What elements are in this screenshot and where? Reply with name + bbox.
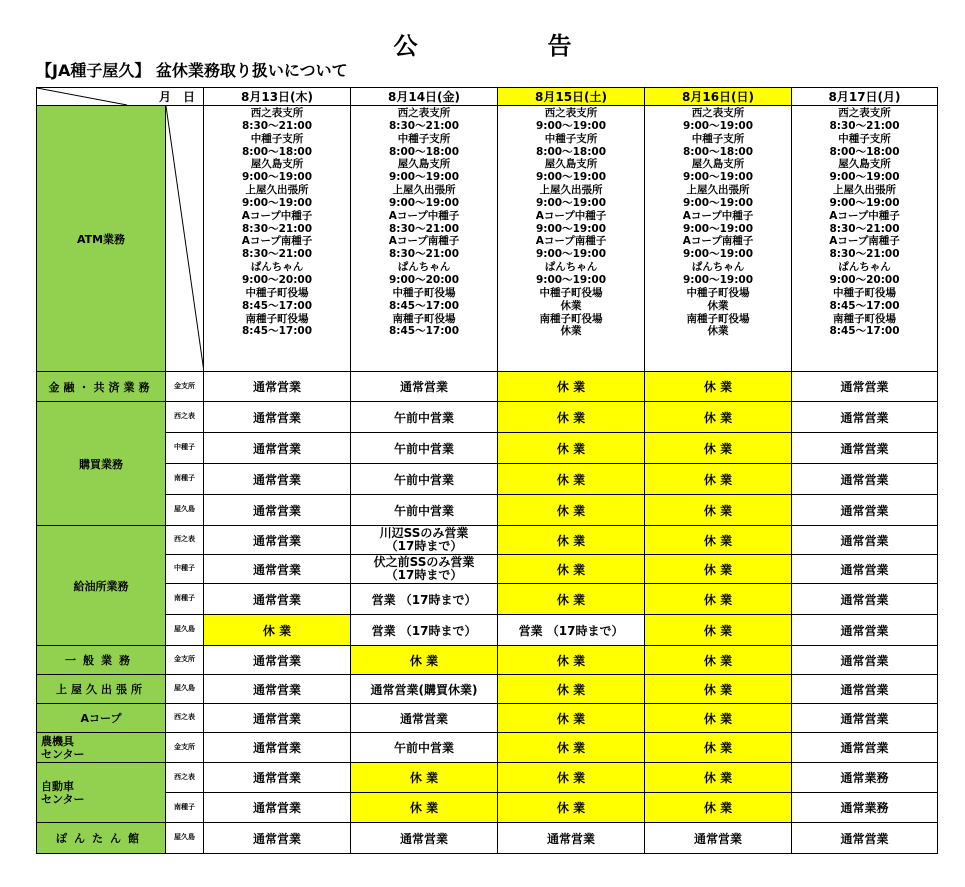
atm-line: Aコープ南種子	[535, 235, 607, 248]
atm-col	[792, 106, 938, 372]
atm-line: Aコープ中種子	[682, 209, 754, 222]
purchase-cell: 通常営業	[204, 433, 351, 464]
ponchan-cell: 通常営業	[498, 823, 645, 854]
fuel-row	[37, 584, 938, 615]
atm-line: 8:30～21:00	[241, 119, 313, 132]
atm-line: ぱんちゃん	[397, 261, 451, 274]
header-row	[37, 88, 938, 106]
atm-line: 9:00～19:00	[682, 171, 754, 184]
general-row	[37, 646, 938, 675]
atm-line: 8:45～17:00	[829, 325, 900, 338]
fuel-cell-line1: 伏之前SSのみ営業	[373, 555, 475, 569]
auto-cell: 休 業	[498, 793, 645, 823]
atm-line: 中種子町役場	[245, 286, 309, 299]
corner-cell	[37, 88, 204, 106]
fuel-cell: 通常営業	[204, 555, 351, 584]
finance-sub: 金支所	[166, 372, 204, 402]
atm-line: 中種子支所	[397, 132, 451, 145]
atm-line: 9:00～20:00	[241, 273, 313, 286]
atm-row	[37, 106, 938, 372]
atm-line: 8:30～21:00	[829, 222, 900, 235]
auto-row	[37, 763, 938, 793]
schedule-table	[36, 87, 938, 854]
purchase-cell: 午前中営業	[351, 402, 498, 433]
notice-heading	[0, 26, 965, 61]
fuel-cell-line2: （17時まで）	[385, 568, 463, 582]
atm-line: 上屋久出張所	[245, 184, 309, 197]
fuel-cell: 営業 （17時まで）	[498, 615, 645, 646]
atm-line: 休業	[560, 325, 582, 338]
atm-line: Aコープ中種子	[535, 209, 607, 222]
atm-line: 9:00～19:00	[682, 248, 754, 261]
atm-line: 屋久島支所	[544, 158, 598, 171]
atm-line: 9:00～19:00	[535, 171, 607, 184]
fuel-label: 給油所業務	[37, 526, 166, 646]
atm-line: 上屋久出張所	[833, 184, 897, 197]
atm-line: 西之表支所	[838, 107, 891, 119]
ponchan-cell: 通常営業	[645, 823, 792, 854]
atm-col	[498, 106, 645, 372]
general-cell: 通常営業	[792, 646, 938, 675]
atm-line: 9:00～19:00	[535, 273, 607, 286]
atm-line: 中種子町役場	[392, 286, 456, 299]
atm-line: 上屋久出張所	[686, 184, 750, 197]
machinery-cell: 休 業	[645, 733, 792, 763]
atm-col	[645, 106, 792, 372]
atm-line: Aコープ南種子	[388, 235, 460, 248]
fuel-cell: 休 業	[498, 584, 645, 615]
purchase-row	[37, 402, 938, 433]
atm-line: 8:00～18:00	[535, 145, 607, 158]
purchase-cell: 休 業	[498, 464, 645, 495]
atm-line: 西之表支所	[691, 107, 745, 119]
atm-line: 中種子支所	[691, 132, 745, 145]
atm-line: 9:00～19:00	[535, 248, 607, 261]
atm-line: 屋久島支所	[691, 158, 745, 171]
fuel-row	[37, 615, 938, 646]
machinery-cell: 休 業	[498, 733, 645, 763]
auto-cell: 休 業	[351, 763, 498, 793]
atm-line: 休業	[707, 299, 729, 312]
fuel-row	[37, 555, 938, 584]
fuel-row	[37, 526, 938, 555]
atm-line: 西之表支所	[250, 107, 304, 119]
purchase-cell: 通常営業	[204, 464, 351, 495]
kamiyaku-row	[37, 675, 938, 704]
purchase-cell: 休 業	[498, 402, 645, 433]
atm-line: 9:00～19:00	[388, 171, 460, 184]
atm-line: 南種子町役場	[539, 312, 603, 325]
auto-cell: 休 業	[645, 763, 792, 793]
atm-line: 8:30～21:00	[829, 119, 900, 132]
fuel-sub: 南種子	[166, 584, 204, 615]
fuel-cell: 通常営業	[792, 555, 938, 584]
kamiyaku-cell: 通常営業	[792, 675, 938, 704]
purchase-cell: 通常営業	[792, 402, 938, 433]
purchase-label: 購買業務	[37, 402, 166, 526]
machinery-row	[37, 733, 938, 763]
fuel-cell: 通常営業	[204, 526, 351, 555]
atm-line: 西之表支所	[544, 107, 598, 119]
machinery-label-lines	[37, 735, 165, 761]
atm-line: 南種子町役場	[833, 312, 897, 325]
purchase-sub: 西之表	[166, 402, 204, 433]
acoop-cell: 休 業	[498, 704, 645, 733]
general-label: 一般業務	[37, 646, 166, 675]
general-cell: 休 業	[498, 646, 645, 675]
atm-line: 8:00～18:00	[682, 145, 754, 158]
atm-line: 南種子町役場	[686, 312, 750, 325]
kamiyaku-cell: 通常営業(購買休業)	[351, 675, 498, 704]
atm-line: 8:45～17:00	[829, 299, 900, 312]
purchase-row	[37, 433, 938, 464]
general-cell: 通常営業	[204, 646, 351, 675]
auto-label-line2: センター	[41, 792, 85, 806]
atm-line: 屋久島支所	[397, 158, 451, 171]
finance-cell: 通常営業	[351, 372, 498, 402]
atm-line: 9:00～19:00	[241, 171, 313, 184]
atm-col	[351, 106, 498, 372]
fuel-cell: 休 業	[204, 615, 351, 646]
finance-row	[37, 372, 938, 402]
fuel-cell: 通常営業	[792, 584, 938, 615]
auto-cell: 通常業務	[792, 763, 938, 793]
atm-line: 屋久島支所	[838, 158, 891, 171]
machinery-cell: 通常営業	[792, 733, 938, 763]
fuel-sub: 中種子	[166, 555, 204, 584]
kamiyaku-label: 上屋久出張所	[37, 675, 166, 704]
fuel-cell: 通常営業	[792, 615, 938, 646]
ponchan-label: ぽんたん館	[37, 823, 166, 854]
purchase-sub: 中種子	[166, 433, 204, 464]
fuel-cell-two-line	[351, 555, 498, 584]
fuel-cell: 通常営業	[204, 584, 351, 615]
heading-char-1: 公	[393, 32, 418, 60]
purchase-cell: 通常営業	[204, 495, 351, 526]
purchase-sub: 南種子	[166, 464, 204, 495]
atm-line: 8:00～18:00	[241, 145, 313, 158]
atm-line: 9:00～19:00	[829, 196, 900, 209]
purchase-cell: 午前中営業	[351, 495, 498, 526]
acoop-cell: 通常営業	[792, 704, 938, 733]
purchase-cell: 休 業	[645, 464, 792, 495]
date-header: 8月13日(木)	[204, 88, 351, 106]
machinery-label-line1: 農機具	[41, 734, 74, 748]
atm-line: 8:30～21:00	[388, 248, 460, 261]
date-header: 8月14日(金)	[351, 88, 498, 106]
atm-line: 西之表支所	[397, 107, 451, 119]
acoop-row	[37, 704, 938, 733]
acoop-cell: 通常営業	[204, 704, 351, 733]
purchase-cell: 午前中営業	[351, 433, 498, 464]
finance-cell: 休 業	[645, 372, 792, 402]
atm-line: 上屋久出張所	[539, 184, 603, 197]
atm-line: 8:45～17:00	[241, 299, 313, 312]
atm-line: 8:00～18:00	[829, 145, 900, 158]
atm-line: 中種子支所	[838, 132, 891, 145]
auto-cell: 休 業	[351, 793, 498, 823]
fuel-cell: 営業 （17時まで）	[351, 615, 498, 646]
atm-line: 中種子町役場	[833, 286, 897, 299]
machinery-label-line2: センター	[41, 747, 85, 761]
fuel-cell: 休 業	[498, 526, 645, 555]
ponchan-row	[37, 823, 938, 854]
atm-col	[204, 106, 351, 372]
finance-cell: 休 業	[498, 372, 645, 402]
atm-line: 休業	[560, 299, 582, 312]
ponchan-cell: 通常営業	[351, 823, 498, 854]
purchase-cell: 休 業	[645, 402, 792, 433]
purchase-sub: 屋久島	[166, 495, 204, 526]
finance-cell: 通常営業	[792, 372, 938, 402]
atm-line: Aコープ南種子	[682, 235, 754, 248]
atm-line: 9:00～19:00	[682, 222, 754, 235]
atm-line: 8:45～17:00	[388, 299, 460, 312]
atm-line: Aコープ中種子	[388, 209, 460, 222]
atm-line: 9:00～19:00	[535, 222, 607, 235]
atm-line: Aコープ中種子	[829, 209, 900, 222]
purchase-cell: 通常営業	[204, 402, 351, 433]
atm-sub-diagonal	[166, 106, 204, 372]
acoop-label: Aコープ	[37, 704, 166, 733]
purchase-cell: 午前中営業	[351, 464, 498, 495]
auto-cell: 休 業	[498, 763, 645, 793]
auto-sub: 南種子	[166, 793, 204, 823]
atm-line: 9:00～19:00	[682, 196, 754, 209]
atm-line: 8:30～21:00	[241, 222, 313, 235]
ponchan-sub: 屋久島	[166, 823, 204, 854]
machinery-sub: 金支所	[166, 733, 204, 763]
atm-line: 9:00～20:00	[388, 273, 460, 286]
date-header: 8月15日(土)	[498, 88, 645, 106]
atm-line: ぱんちゃん	[691, 261, 745, 274]
corner-label: 月 日	[159, 90, 196, 104]
atm-line: ぱんちゃん	[544, 261, 598, 274]
atm-line: 9:00～19:00	[388, 196, 460, 209]
general-cell: 休 業	[645, 646, 792, 675]
purchase-cell: 通常営業	[792, 464, 938, 495]
auto-cell: 通常業務	[792, 793, 938, 823]
heading-char-2: 告	[547, 32, 572, 60]
fuel-sub: 西之表	[166, 526, 204, 555]
fuel-cell: 休 業	[645, 555, 792, 584]
fuel-cell-line1: 川辺SSのみ営業	[379, 526, 469, 540]
atm-line: 屋久島支所	[250, 158, 304, 171]
auto-cell: 通常営業	[204, 793, 351, 823]
atm-line: 中種子町役場	[539, 286, 603, 299]
fuel-sub: 屋久島	[166, 615, 204, 646]
auto-label-lines	[37, 780, 165, 806]
auto-label-line1: 自動車	[41, 779, 74, 793]
atm-diagonal	[166, 106, 204, 372]
atm-line: 南種子町役場	[392, 312, 456, 325]
purchase-cell: 休 業	[645, 433, 792, 464]
purchase-cell: 休 業	[498, 433, 645, 464]
auto-cell: 通常営業	[204, 763, 351, 793]
purchase-cell: 休 業	[645, 495, 792, 526]
ponchan-cell: 通常営業	[792, 823, 938, 854]
machinery-cell: 午前中営業	[351, 733, 498, 763]
atm-line: ぱんちゃん	[250, 261, 304, 274]
fuel-cell: 休 業	[645, 584, 792, 615]
date-header: 8月17日(月)	[792, 88, 938, 106]
atm-line: 南種子町役場	[245, 312, 309, 325]
kamiyaku-cell: 休 業	[645, 675, 792, 704]
atm-line: 8:30～21:00	[241, 248, 313, 261]
auto-label	[37, 763, 166, 823]
fuel-cell: 休 業	[645, 615, 792, 646]
kamiyaku-cell: 通常営業	[204, 675, 351, 704]
purchase-cell: 通常営業	[792, 495, 938, 526]
atm-line: 9:00～20:00	[829, 273, 900, 286]
finance-cell: 通常営業	[204, 372, 351, 402]
atm-line: Aコープ南種子	[829, 235, 900, 248]
general-sub: 金支所	[166, 646, 204, 675]
atm-line: 9:00～19:00	[241, 196, 313, 209]
atm-line: 9:00～19:00	[682, 273, 754, 286]
atm-label: ATM業務	[37, 106, 166, 372]
general-cell: 休 業	[351, 646, 498, 675]
fuel-cell-line2: （17時まで）	[385, 539, 463, 553]
fuel-cell-two-line	[351, 526, 498, 555]
subtitle: 【JA種子屋久】 盆休業務取り扱いについて	[36, 61, 348, 80]
ponchan-cell: 通常営業	[204, 823, 351, 854]
purchase-row	[37, 495, 938, 526]
atm-line: 中種子支所	[544, 132, 598, 145]
machinery-cell: 通常営業	[204, 733, 351, 763]
date-header: 8月16日(日)	[645, 88, 792, 106]
atm-line: 9:00～19:00	[535, 196, 607, 209]
auto-sub: 西之表	[166, 763, 204, 793]
atm-line: 9:00～19:00	[682, 119, 754, 132]
purchase-cell: 通常営業	[792, 433, 938, 464]
atm-line: 8:30～21:00	[388, 119, 460, 132]
atm-line: 中種子町役場	[686, 286, 750, 299]
atm-line: 8:30～21:00	[388, 222, 460, 235]
kamiyaku-sub: 屋久島	[166, 675, 204, 704]
fuel-cell: 休 業	[498, 555, 645, 584]
atm-line: 8:30～21:00	[829, 248, 900, 261]
acoop-sub: 西之表	[166, 704, 204, 733]
atm-line: Aコープ南種子	[241, 235, 313, 248]
auto-cell: 休 業	[645, 793, 792, 823]
finance-label: 金融・共済業務	[37, 372, 166, 402]
atm-line: 8:45～17:00	[388, 325, 460, 338]
atm-line: Aコープ中種子	[241, 209, 313, 222]
auto-row	[37, 793, 938, 823]
atm-line: 上屋久出張所	[392, 184, 456, 197]
kamiyaku-cell: 休 業	[498, 675, 645, 704]
atm-line: ぱんちゃん	[838, 261, 891, 274]
fuel-cell: 通常営業	[792, 526, 938, 555]
acoop-cell: 通常営業	[351, 704, 498, 733]
atm-line: 8:00～18:00	[388, 145, 460, 158]
purchase-row	[37, 464, 938, 495]
atm-line: 8:45～17:00	[241, 325, 313, 338]
atm-line: 9:00～19:00	[829, 171, 900, 184]
machinery-label	[37, 733, 166, 763]
purchase-cell: 休 業	[498, 495, 645, 526]
atm-line: 9:00～19:00	[535, 119, 607, 132]
acoop-cell: 休 業	[645, 704, 792, 733]
fuel-cell: 休 業	[645, 526, 792, 555]
atm-line: 中種子支所	[250, 132, 304, 145]
fuel-cell: 営業 （17時まで）	[351, 584, 498, 615]
atm-line: 休業	[707, 325, 729, 338]
